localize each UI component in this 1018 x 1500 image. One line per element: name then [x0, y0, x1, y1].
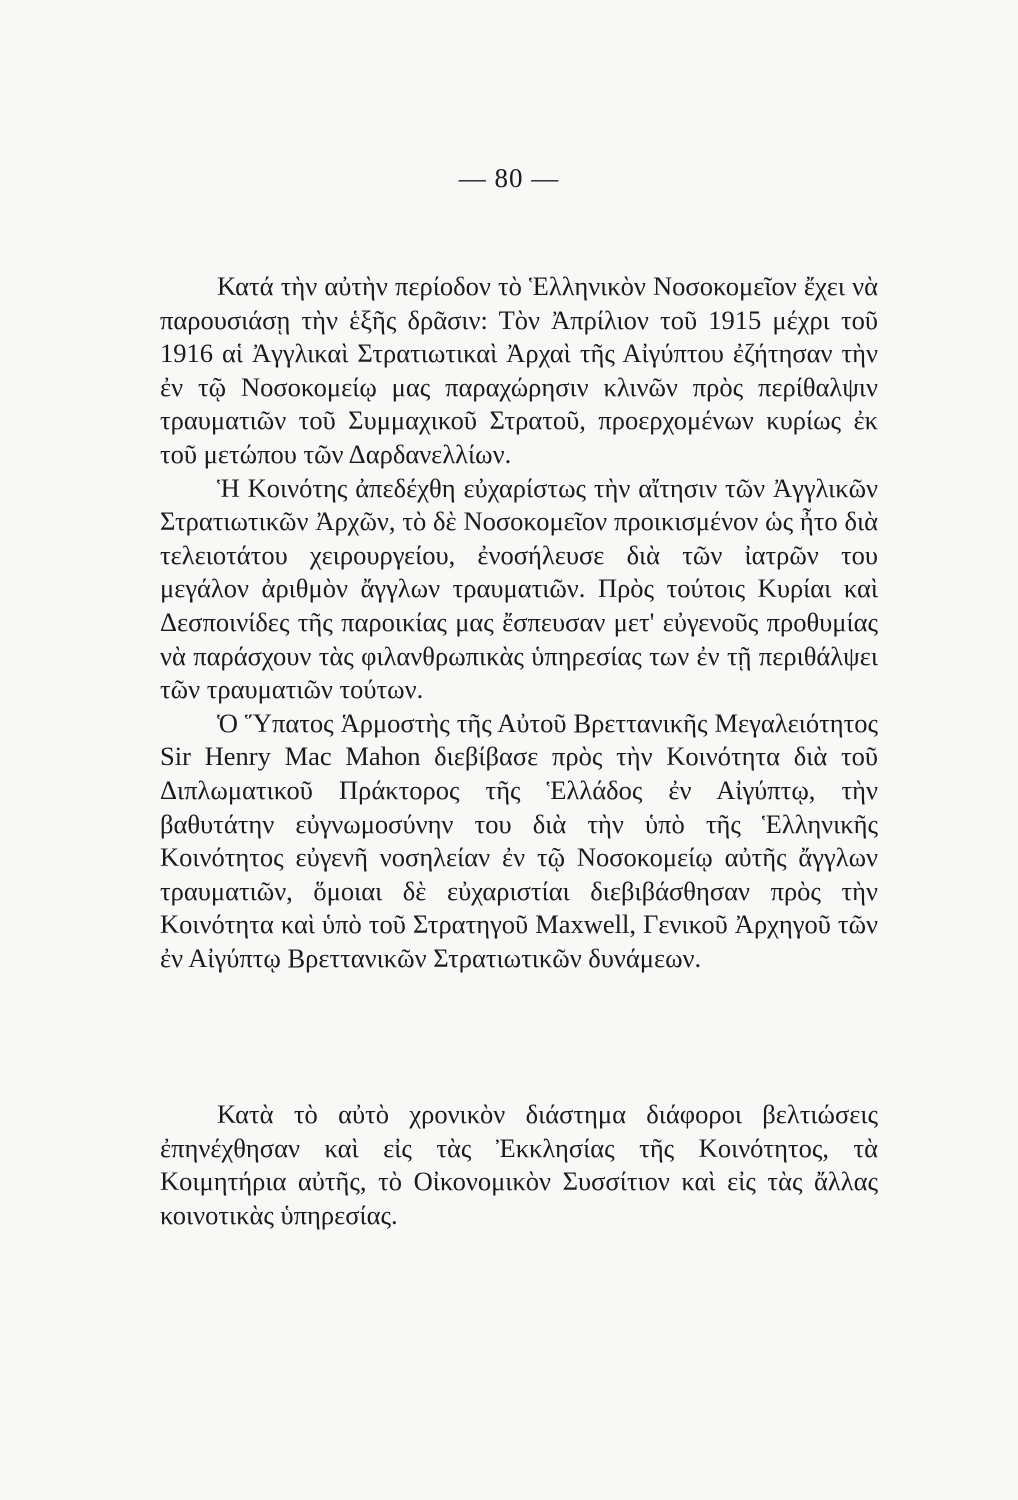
page-number: — 80 — [458, 163, 560, 193]
paragraph-improvements: Κατὰ τὸ αὐτὸ χρονικὸν διάστημα διάφοροι βελτιώσεις ἐπηνέχθησαν καὶ εἰς τὰς Ἐκκλησίας τῆς Κοινότητος, τὰ Κοιμητήρια αὐτῆς, τὸ Οἰκονομικὸν Συσσίτιον καὶ εἰς τὰς ἄλλας κοινοτικὰς ὑπηρεσίας. [160, 1099, 878, 1230]
second-text-block [160, 1098, 878, 1232]
main-text-block [160, 270, 878, 975]
paragraph-hospital-period: Κατά τὴν αὐτὴν περίοδον τὸ Ἑλληνικὸν Νοσοκομεῖον ἔχει νὰ παρουσιάσῃ τὴν ἑξῆς δρᾶσιν: Τὸν Ἀπρίλιον τοῦ 1915 μέχρι τοῦ 1916 αἱ Ἀγγλικαὶ Στρατιωτικαὶ Ἀρχαὶ τῆς Αἰγύπτου ἐζήτησαν τὴν ἐν τῷ Νοσοκομείῳ μας παραχώρησιν κλινῶν πρὸς περίθαλψιν τραυματιῶν τοῦ Συμμαχικοῦ Στρατοῦ, προερχομένων κυρίως ἐκ τοῦ μετώπου τῶν Δαρδανελλίων. [160, 271, 878, 469]
paragraph-community-acceptance: Ἡ Κοινότης ἀπεδέχθη εὐχαρίστως τὴν αἴτησιν τῶν Ἀγγλικῶν Στρατιωτικῶν Ἀρχῶν, τὸ δὲ Νοσοκομεῖον προικισμένον ὡς ἦτο διὰ τελειοτάτου χειρουργείου, ἐνοσήλευσε διὰ τῶν ἰατρῶν του μεγάλον ἀριθμὸν ἄγγλων τραυματιῶν. Πρὸς τούτοις Κυρίαι καὶ Δεσποινίδες τῆς παροικίας μας ἔσπευσαν μετ' εὐγενοῦς προθυμίας νὰ παράσχουν τὰς φιλανθρωπικὰς ὑπηρεσίας των ἐν τῇ περιθάλψει τῶν τραυματιῶν τούτων. [160, 472, 878, 705]
paragraph-high-commissioner-thanks: Ὁ Ὕπατος Ἁρμοστὴς τῆς Αὐτοῦ Βρεττανικῆς Μεγαλειότητος Sir Henry Mac Mahon διεβίβασε πρὸς τὴν Κοινότητα διὰ τοῦ Διπλωματικοῦ Πράκτορος τῆς Ἑλλάδος ἐν Αἰγύπτῳ, τὴν βαθυτάτην εὐγνωμοσύνην του διὰ τὴν ὑπὸ τῆς Ἑλληνικῆς Κοινότητος εὐγενῆ νοσηλείαν ἐν τῷ Νοσοκομείῳ αὐτῆς ἄγγλων τραυματιῶν, ὅμοιαι δὲ εὐχαριστίαι διεβιβάσθησαν πρὸς τὴν Κοινότητα καὶ ὑπὸ τοῦ Στρατηγοῦ Maxwell, Γενικοῦ Ἀρχηγοῦ τῶν ἐν Αἰγύπτῳ Βρεττανικῶν Στρατιωτικῶν δυνάμεων. [160, 707, 878, 973]
